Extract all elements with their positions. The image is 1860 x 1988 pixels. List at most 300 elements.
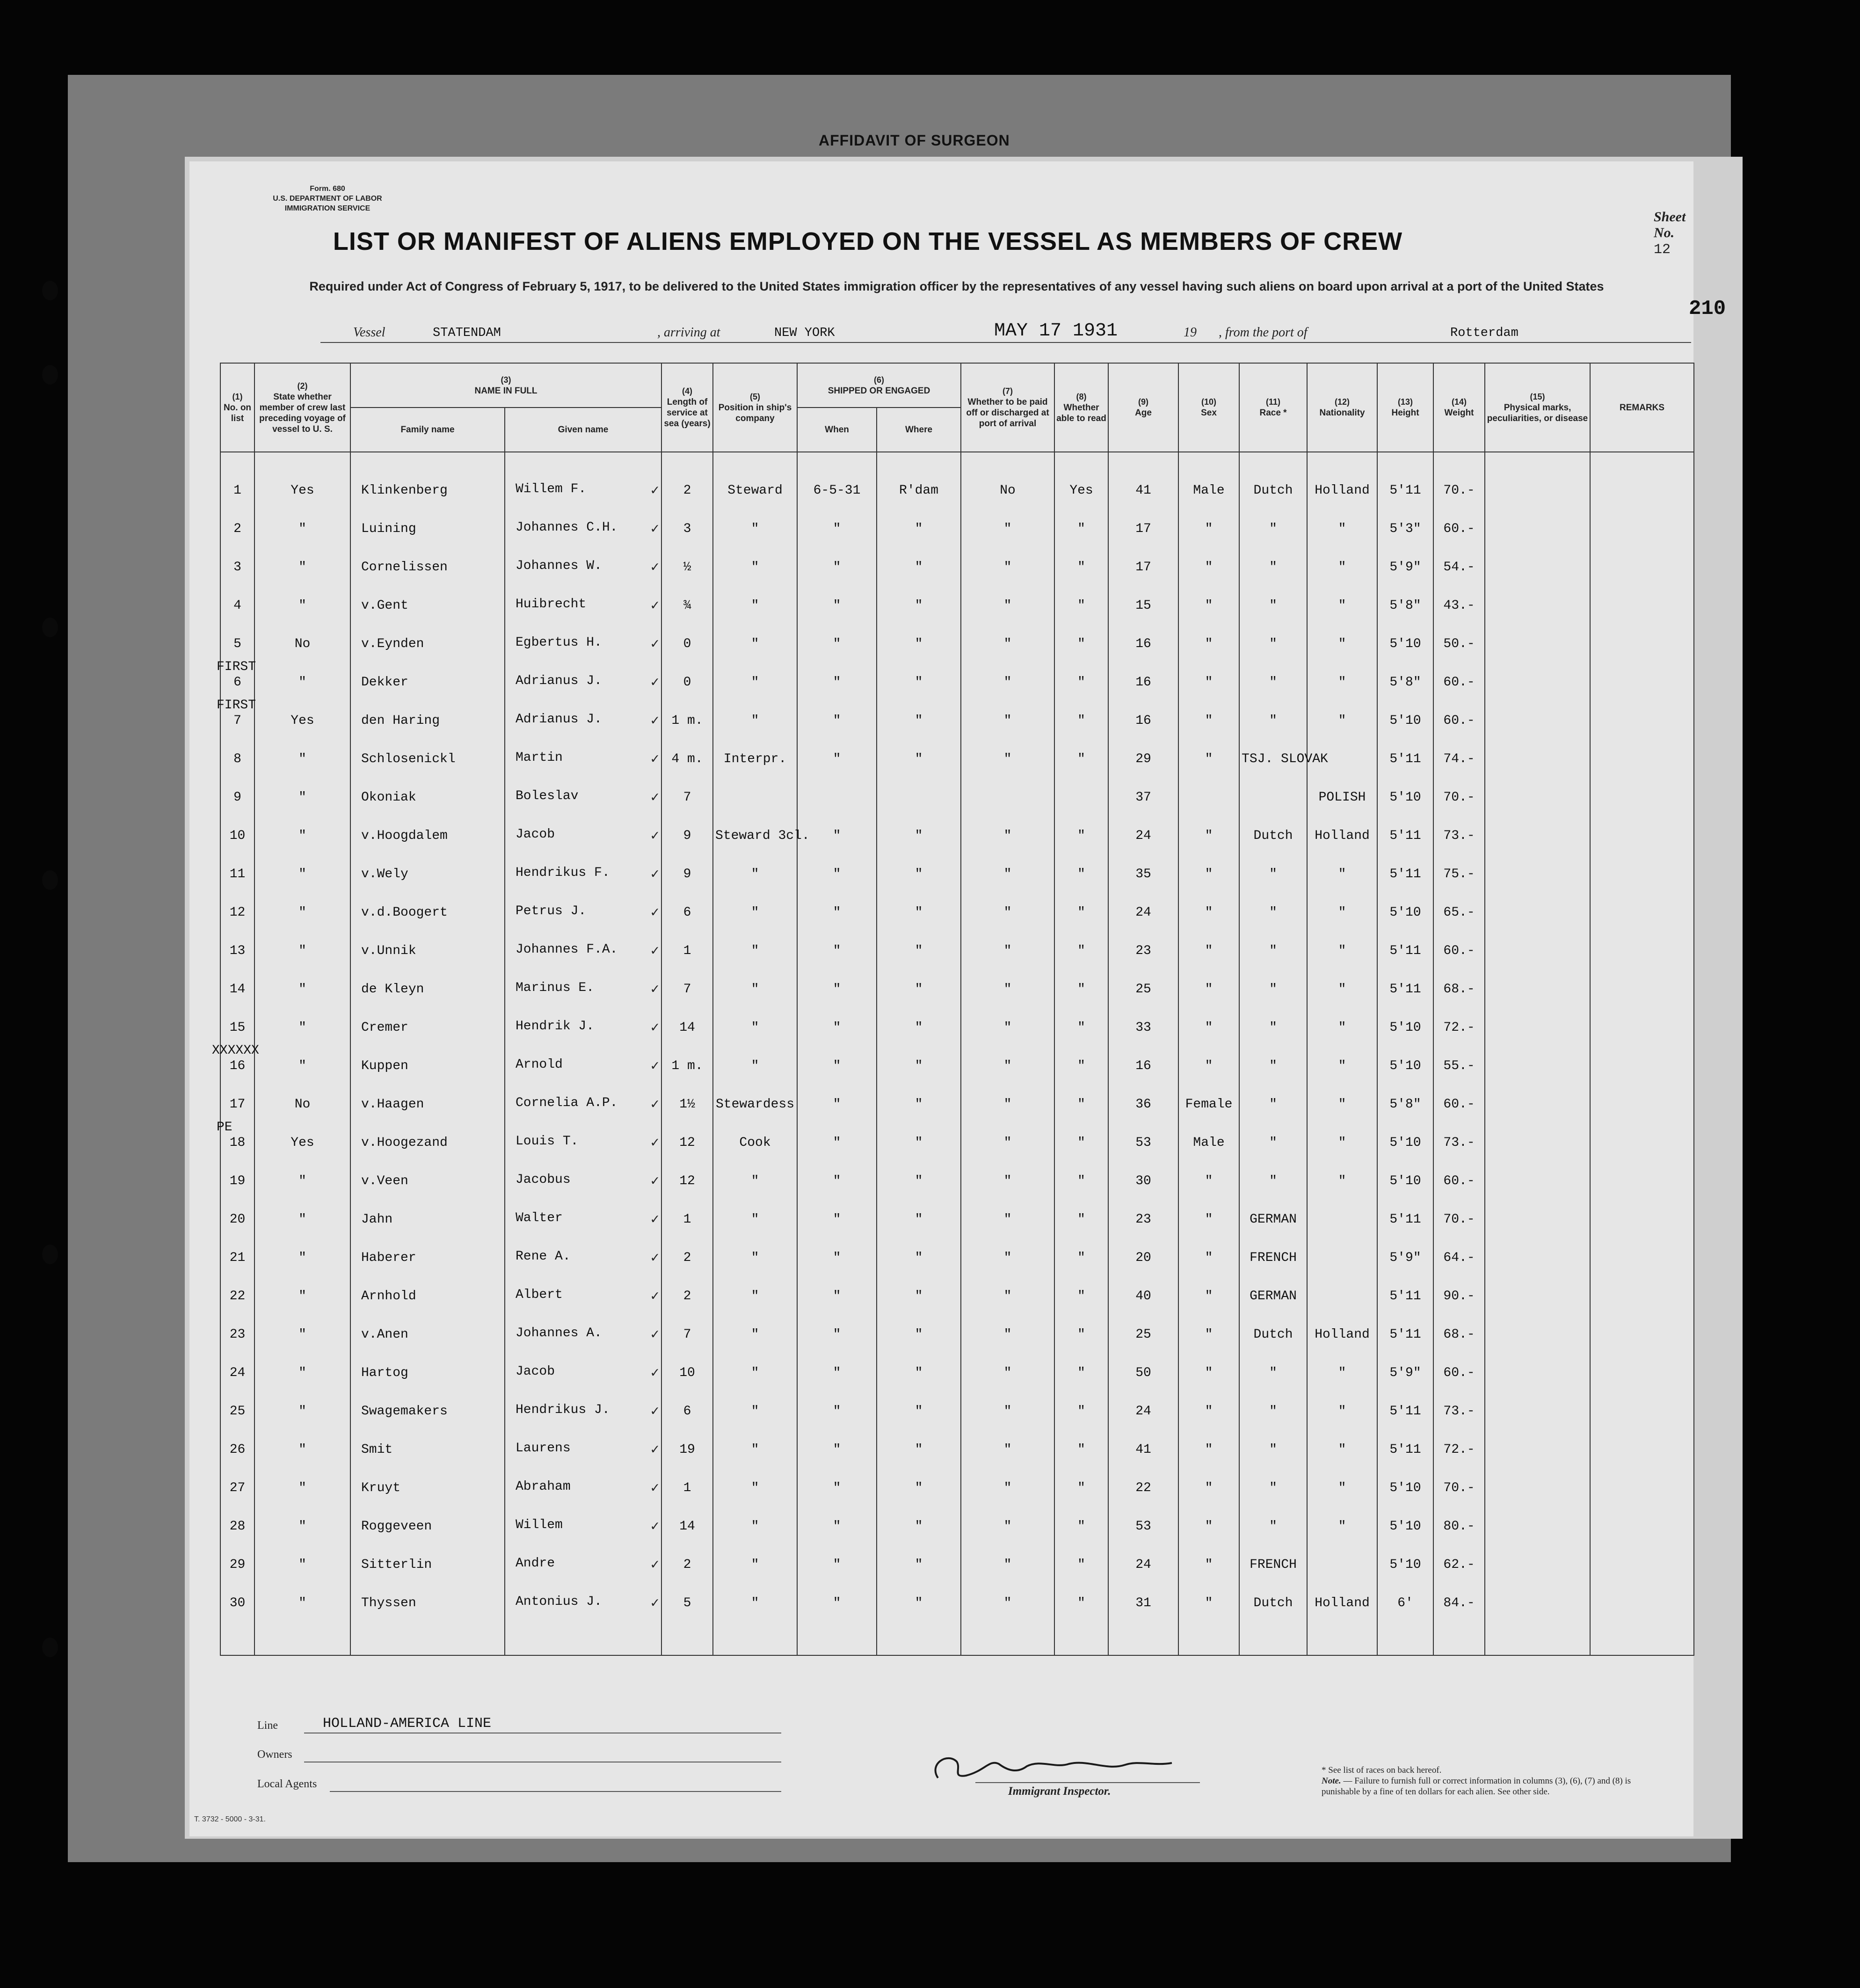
cell-service-length: ½ bbox=[661, 548, 713, 586]
cell-sex: " bbox=[1178, 740, 1239, 778]
cell-height: 5'10 bbox=[1377, 893, 1433, 932]
table-row bbox=[220, 586, 1694, 625]
cell-previous-voyage: " bbox=[254, 1469, 350, 1507]
cell-given-name bbox=[505, 663, 661, 701]
cell-shipped-where: " bbox=[877, 510, 961, 548]
cell-shipped-when: " bbox=[797, 1392, 877, 1430]
cell-physical-marks bbox=[1485, 701, 1590, 740]
owners-label: Owners bbox=[257, 1748, 292, 1761]
cell-given-name bbox=[505, 701, 661, 740]
cell-race: " bbox=[1239, 1430, 1307, 1469]
cell-weight: 60.- bbox=[1433, 1354, 1485, 1392]
cell-given-name bbox=[505, 1162, 661, 1200]
cell-given-name bbox=[505, 1469, 661, 1507]
cell-able-to-read: " bbox=[1054, 740, 1108, 778]
check-mark-icon: ✓ bbox=[650, 1595, 660, 1612]
cell-physical-marks bbox=[1485, 970, 1590, 1008]
cell-row-number: 23 bbox=[220, 1315, 254, 1354]
cell-physical-marks bbox=[1485, 1200, 1590, 1238]
cell-sex: " bbox=[1178, 625, 1239, 663]
cell-shipped-where: " bbox=[877, 1162, 961, 1200]
cell-sex: " bbox=[1178, 1545, 1239, 1584]
cell-physical-marks bbox=[1485, 1008, 1590, 1047]
cell-position: " bbox=[713, 1545, 797, 1584]
cell-given-name bbox=[505, 625, 661, 663]
cell-able-to-read: " bbox=[1054, 586, 1108, 625]
cell-shipped-when: 6-5-31 bbox=[797, 471, 877, 510]
cell-remarks bbox=[1590, 1047, 1694, 1085]
cell-shipped-when: " bbox=[797, 1123, 877, 1162]
cell-previous-voyage: " bbox=[254, 586, 350, 625]
cell-sex: Male bbox=[1178, 1123, 1239, 1162]
cell-remarks bbox=[1590, 701, 1694, 740]
agents-underline bbox=[330, 1791, 781, 1792]
cell-row-number: 5 bbox=[220, 625, 254, 663]
cell-previous-voyage: " bbox=[254, 932, 350, 970]
inspector-label: Immigrant Inspector. bbox=[1008, 1785, 1111, 1798]
table-row bbox=[220, 510, 1694, 548]
cell-previous-voyage: " bbox=[254, 1507, 350, 1545]
cell-physical-marks bbox=[1485, 816, 1590, 855]
given-name-text: Adrianus J. bbox=[516, 673, 602, 688]
cell-position: Steward 3cl. bbox=[713, 816, 797, 855]
cell-physical-marks bbox=[1485, 1584, 1590, 1622]
cell-age: 29 bbox=[1108, 740, 1178, 778]
col-header-family-name: Family name bbox=[350, 408, 505, 452]
cell-nationality: Holland bbox=[1307, 816, 1377, 855]
cell-weight: 50.- bbox=[1433, 625, 1485, 663]
cell-remarks bbox=[1590, 1200, 1694, 1238]
cell-sex: " bbox=[1178, 510, 1239, 548]
cell-able-to-read: " bbox=[1054, 1277, 1108, 1315]
col-header-number: (1) No. on list bbox=[220, 363, 254, 452]
cell-height: 5'9" bbox=[1377, 1238, 1433, 1277]
cell-service-length: 14 bbox=[661, 1008, 713, 1047]
cell-able-to-read: " bbox=[1054, 893, 1108, 932]
table-row bbox=[220, 1392, 1694, 1430]
cell-shipped-where: " bbox=[877, 893, 961, 932]
table-row bbox=[220, 1430, 1694, 1469]
cell-paid-off: " bbox=[961, 625, 1054, 663]
cell-position: " bbox=[713, 625, 797, 663]
punch-hole bbox=[42, 1245, 58, 1264]
cell-position: " bbox=[713, 510, 797, 548]
col-header-where: Where bbox=[877, 408, 961, 452]
cell-physical-marks bbox=[1485, 1430, 1590, 1469]
check-mark-icon: ✓ bbox=[650, 828, 660, 845]
cell-able-to-read: " bbox=[1054, 701, 1108, 740]
cell-previous-voyage: " bbox=[254, 816, 350, 855]
races-note: * See list of races on back hereof. bbox=[1322, 1765, 1442, 1775]
cell-nationality: " bbox=[1307, 1507, 1377, 1545]
given-name-text: Johannes F.A. bbox=[516, 942, 618, 957]
check-mark-icon: ✓ bbox=[650, 1212, 660, 1228]
cell-shipped-where bbox=[877, 778, 961, 816]
cell-age: 23 bbox=[1108, 932, 1178, 970]
cell-age: 50 bbox=[1108, 1354, 1178, 1392]
cell-sex: " bbox=[1178, 663, 1239, 701]
cell-race: " bbox=[1239, 586, 1307, 625]
cell-sex: " bbox=[1178, 701, 1239, 740]
cell-row-number: 9 bbox=[220, 778, 254, 816]
cell-service-length: 7 bbox=[661, 778, 713, 816]
cell-nationality: " bbox=[1307, 1008, 1377, 1047]
cell-shipped-when: " bbox=[797, 663, 877, 701]
cell-sex: " bbox=[1178, 1469, 1239, 1507]
cell-age: 24 bbox=[1108, 816, 1178, 855]
cell-race: GERMAN bbox=[1239, 1200, 1307, 1238]
cell-remarks bbox=[1590, 1123, 1694, 1162]
cell-height: 5'10 bbox=[1377, 1123, 1433, 1162]
check-mark-icon: ✓ bbox=[650, 1442, 660, 1458]
cell-family-name: v.Anen bbox=[350, 1315, 505, 1354]
cell-previous-voyage: " bbox=[254, 970, 350, 1008]
cell-row-number: 29 bbox=[220, 1545, 254, 1584]
cell-family-name: v.Wely bbox=[350, 855, 505, 893]
cell-physical-marks bbox=[1485, 1162, 1590, 1200]
cell-sex: " bbox=[1178, 1430, 1239, 1469]
cell-service-length: ¾ bbox=[661, 586, 713, 625]
cell-position: " bbox=[713, 1507, 797, 1545]
cell-shipped-where: " bbox=[877, 816, 961, 855]
cell-age: 22 bbox=[1108, 1469, 1178, 1507]
cell-nationality: " bbox=[1307, 548, 1377, 586]
cell-paid-off: " bbox=[961, 1584, 1054, 1622]
cell-race: " bbox=[1239, 625, 1307, 663]
cell-age: 16 bbox=[1108, 701, 1178, 740]
cell-race: " bbox=[1239, 1392, 1307, 1430]
check-mark-icon: ✓ bbox=[650, 1250, 660, 1267]
cell-able-to-read: " bbox=[1054, 1200, 1108, 1238]
cell-physical-marks bbox=[1485, 625, 1590, 663]
cell-previous-voyage: " bbox=[254, 1047, 350, 1085]
cell-given-name bbox=[505, 1354, 661, 1392]
cell-height: 5'11 bbox=[1377, 1430, 1433, 1469]
cell-age: 25 bbox=[1108, 970, 1178, 1008]
cell-age: 30 bbox=[1108, 1162, 1178, 1200]
cell-race: " bbox=[1239, 1123, 1307, 1162]
cell-given-name bbox=[505, 970, 661, 1008]
cell-shipped-where: " bbox=[877, 701, 961, 740]
cell-remarks bbox=[1590, 932, 1694, 970]
table-row bbox=[220, 1047, 1694, 1085]
given-name-text: Albert bbox=[516, 1287, 563, 1302]
cell-sex: " bbox=[1178, 1238, 1239, 1277]
cell-age: 16 bbox=[1108, 663, 1178, 701]
given-name-text: Laurens bbox=[516, 1441, 571, 1456]
cell-paid-off bbox=[961, 778, 1054, 816]
cell-age: 17 bbox=[1108, 510, 1178, 548]
cell-height: 5'9" bbox=[1377, 548, 1433, 586]
cell-family-name: Roggeveen bbox=[350, 1507, 505, 1545]
table-row bbox=[220, 1545, 1694, 1584]
cell-race: " bbox=[1239, 1047, 1307, 1085]
cell-position: " bbox=[713, 1430, 797, 1469]
cell-able-to-read: " bbox=[1054, 510, 1108, 548]
cell-nationality: " bbox=[1307, 855, 1377, 893]
table-spacer-row bbox=[220, 452, 1694, 471]
cell-shipped-when: " bbox=[797, 586, 877, 625]
cell-able-to-read: Yes bbox=[1054, 471, 1108, 510]
col-header-shipped: (6) SHIPPED OR ENGAGED bbox=[797, 363, 961, 408]
cell-remarks bbox=[1590, 663, 1694, 701]
cell-family-name: v.Haagen bbox=[350, 1085, 505, 1123]
cell-nationality: " bbox=[1307, 1047, 1377, 1085]
cell-race: " bbox=[1239, 855, 1307, 893]
cell-previous-voyage: " bbox=[254, 1008, 350, 1047]
cell-nationality: " bbox=[1307, 1123, 1377, 1162]
cell-remarks bbox=[1590, 1162, 1694, 1200]
col-header-remarks: REMARKS bbox=[1590, 363, 1694, 452]
cell-shipped-when: " bbox=[797, 1238, 877, 1277]
cell-previous-voyage: " bbox=[254, 778, 350, 816]
cell-nationality bbox=[1307, 1545, 1377, 1584]
cell-age: 16 bbox=[1108, 625, 1178, 663]
cell-position: " bbox=[713, 1162, 797, 1200]
cell-shipped-where: " bbox=[877, 1469, 961, 1507]
col-header-physical-marks: (15) Physical marks, peculiarities, or disease bbox=[1485, 363, 1590, 452]
cell-service-length: 0 bbox=[661, 625, 713, 663]
cell-able-to-read: " bbox=[1054, 1507, 1108, 1545]
table-row bbox=[220, 1123, 1694, 1162]
given-name-text: Johannes W. bbox=[516, 558, 602, 573]
cell-sex: Male bbox=[1178, 471, 1239, 510]
cell-nationality: " bbox=[1307, 1430, 1377, 1469]
cell-shipped-where: " bbox=[877, 1085, 961, 1123]
cell-weight: 60.- bbox=[1433, 663, 1485, 701]
cell-previous-voyage: " bbox=[254, 1162, 350, 1200]
cell-age: 33 bbox=[1108, 1008, 1178, 1047]
cell-given-name bbox=[505, 1085, 661, 1123]
cell-able-to-read: " bbox=[1054, 1545, 1108, 1584]
cell-age: 35 bbox=[1108, 855, 1178, 893]
cell-paid-off: " bbox=[961, 1008, 1054, 1047]
cell-age: 31 bbox=[1108, 1584, 1178, 1622]
cell-remarks bbox=[1590, 970, 1694, 1008]
cell-family-name: Jahn bbox=[350, 1200, 505, 1238]
cell-age: 53 bbox=[1108, 1507, 1178, 1545]
cell-age: 16 bbox=[1108, 1047, 1178, 1085]
line-value: HOLLAND-AMERICA LINE bbox=[323, 1716, 492, 1732]
cell-paid-off: " bbox=[961, 701, 1054, 740]
cell-row-number: 25 bbox=[220, 1392, 254, 1430]
cell-weight: 73.- bbox=[1433, 1123, 1485, 1162]
cell-sex: " bbox=[1178, 1507, 1239, 1545]
cell-service-length: 9 bbox=[661, 855, 713, 893]
cell-position: " bbox=[713, 1392, 797, 1430]
cell-shipped-when: " bbox=[797, 740, 877, 778]
cell-race: " bbox=[1239, 893, 1307, 932]
check-mark-icon: ✓ bbox=[650, 1173, 660, 1190]
cell-weight: 68.- bbox=[1433, 970, 1485, 1008]
cell-physical-marks bbox=[1485, 1315, 1590, 1354]
cell-race: " bbox=[1239, 1507, 1307, 1545]
cell-sex: " bbox=[1178, 1354, 1239, 1392]
cell-weight: 54.- bbox=[1433, 548, 1485, 586]
cell-shipped-where: R'dam bbox=[877, 471, 961, 510]
cell-shipped-where: " bbox=[877, 1545, 961, 1584]
cell-row-number: 19 bbox=[220, 1162, 254, 1200]
vessel-name: STATENDAM bbox=[433, 326, 501, 340]
cell-shipped-where: " bbox=[877, 1238, 961, 1277]
cell-remarks bbox=[1590, 778, 1694, 816]
cell-shipped-when: " bbox=[797, 510, 877, 548]
cell-row-number: 8 bbox=[220, 740, 254, 778]
check-mark-icon: ✓ bbox=[650, 521, 660, 538]
cell-nationality: " bbox=[1307, 510, 1377, 548]
cell-family-name: Okoniak bbox=[350, 778, 505, 816]
cell-service-length: 2 bbox=[661, 471, 713, 510]
cell-sex: " bbox=[1178, 932, 1239, 970]
cell-shipped-where: " bbox=[877, 1277, 961, 1315]
cell-height: 5'10 bbox=[1377, 1008, 1433, 1047]
cell-given-name bbox=[505, 1047, 661, 1085]
cell-height: 5'10 bbox=[1377, 1507, 1433, 1545]
cell-row-number: 10 bbox=[220, 816, 254, 855]
cell-family-name: Kuppen bbox=[350, 1047, 505, 1085]
given-name-text: Hendrikus J. bbox=[516, 1402, 610, 1417]
cell-remarks bbox=[1590, 586, 1694, 625]
cell-sex: " bbox=[1178, 1277, 1239, 1315]
table-row bbox=[220, 1584, 1694, 1622]
cell-shipped-where: " bbox=[877, 548, 961, 586]
cell-physical-marks bbox=[1485, 778, 1590, 816]
cell-nationality: " bbox=[1307, 586, 1377, 625]
cell-service-length: 1 bbox=[661, 1200, 713, 1238]
table-row bbox=[220, 932, 1694, 970]
cell-physical-marks bbox=[1485, 586, 1590, 625]
col-header-when: When bbox=[797, 408, 877, 452]
cell-service-length: 4 m. bbox=[661, 740, 713, 778]
cell-able-to-read: " bbox=[1054, 1354, 1108, 1392]
cell-age: 53 bbox=[1108, 1123, 1178, 1162]
cell-physical-marks bbox=[1485, 893, 1590, 932]
check-mark-icon: ✓ bbox=[650, 483, 660, 499]
cell-race: " bbox=[1239, 1162, 1307, 1200]
cell-race: " bbox=[1239, 932, 1307, 970]
col-header-weight: (14) Weight bbox=[1433, 363, 1485, 452]
check-mark-icon: ✓ bbox=[650, 560, 660, 576]
cell-shipped-where: " bbox=[877, 625, 961, 663]
cell-remarks bbox=[1590, 740, 1694, 778]
cell-row-number: 30 bbox=[220, 1584, 254, 1622]
cell-family-name: Klinkenberg bbox=[350, 471, 505, 510]
cell-row-number: 17 bbox=[220, 1085, 254, 1123]
cell-family-name: Cornelissen bbox=[350, 548, 505, 586]
cell-position: " bbox=[713, 548, 797, 586]
cell-previous-voyage: Yes bbox=[254, 471, 350, 510]
cell-physical-marks bbox=[1485, 1354, 1590, 1392]
cell-paid-off: " bbox=[961, 586, 1054, 625]
cell-remarks bbox=[1590, 1008, 1694, 1047]
given-name-text: Arnold bbox=[516, 1057, 563, 1072]
cell-sex: Female bbox=[1178, 1085, 1239, 1123]
cell-shipped-where: " bbox=[877, 970, 961, 1008]
page-title: LIST OR MANIFEST OF ALIENS EMPLOYED ON THE VESSEL AS MEMBERS OF CREW bbox=[333, 227, 1403, 255]
cell-able-to-read: " bbox=[1054, 1162, 1108, 1200]
cell-row-number: 18 bbox=[220, 1123, 254, 1162]
cell-age: 24 bbox=[1108, 1392, 1178, 1430]
cell-family-name: v.Hoogezand bbox=[350, 1123, 505, 1162]
local-agents-label: Local Agents bbox=[257, 1778, 317, 1790]
cell-service-length: 1 m. bbox=[661, 1047, 713, 1085]
form-code: T. 3732 - 5000 - 3-31. bbox=[194, 1815, 266, 1823]
cell-height: 5'8" bbox=[1377, 586, 1433, 625]
cell-position: " bbox=[713, 586, 797, 625]
check-mark-icon: ✓ bbox=[650, 1020, 660, 1036]
table-row bbox=[220, 1238, 1694, 1277]
cell-height: 5'10 bbox=[1377, 778, 1433, 816]
cell-weight: 55.- bbox=[1433, 1047, 1485, 1085]
cell-race: Dutch bbox=[1239, 1584, 1307, 1622]
cell-height: 5'11 bbox=[1377, 1315, 1433, 1354]
given-name-text: Antonius J. bbox=[516, 1594, 602, 1609]
cell-weight: 62.- bbox=[1433, 1545, 1485, 1584]
cell-age: 41 bbox=[1108, 1430, 1178, 1469]
cell-height: 5'11 bbox=[1377, 970, 1433, 1008]
given-name-text: Rene A. bbox=[516, 1249, 571, 1264]
cell-paid-off: " bbox=[961, 1123, 1054, 1162]
cell-shipped-when: " bbox=[797, 1469, 877, 1507]
cell-shipped-when: " bbox=[797, 1354, 877, 1392]
cell-given-name bbox=[505, 1200, 661, 1238]
cell-race: " bbox=[1239, 970, 1307, 1008]
table-row bbox=[220, 663, 1694, 701]
check-mark-icon: ✓ bbox=[650, 790, 660, 806]
cell-remarks bbox=[1590, 510, 1694, 548]
cell-age: 36 bbox=[1108, 1085, 1178, 1123]
cell-race: " bbox=[1239, 1354, 1307, 1392]
table-row bbox=[220, 1354, 1694, 1392]
cell-shipped-when: " bbox=[797, 932, 877, 970]
cell-shipped-where: " bbox=[877, 586, 961, 625]
arriving-port: NEW YORK bbox=[774, 326, 835, 340]
cell-given-name bbox=[505, 778, 661, 816]
table-row bbox=[220, 1507, 1694, 1545]
cell-service-length: 12 bbox=[661, 1123, 713, 1162]
cell-shipped-when: " bbox=[797, 1200, 877, 1238]
cell-remarks bbox=[1590, 1238, 1694, 1277]
col-header-sex: (10) Sex bbox=[1178, 363, 1239, 452]
cell-shipped-when: " bbox=[797, 1507, 877, 1545]
cell-height: 5'10 bbox=[1377, 1545, 1433, 1584]
given-name-text: Willem bbox=[516, 1517, 563, 1532]
cell-able-to-read: " bbox=[1054, 932, 1108, 970]
given-name-text: Martin bbox=[516, 750, 563, 765]
cell-family-name: v.Hoogdalem bbox=[350, 816, 505, 855]
cell-service-length: 2 bbox=[661, 1277, 713, 1315]
given-name-text: Louis T. bbox=[516, 1134, 579, 1149]
table-row bbox=[220, 471, 1694, 510]
col-header-given-name: Given name bbox=[505, 408, 661, 452]
cell-height: 5'10 bbox=[1377, 625, 1433, 663]
cell-remarks bbox=[1590, 471, 1694, 510]
cell-position: " bbox=[713, 1047, 797, 1085]
cell-remarks bbox=[1590, 1277, 1694, 1315]
cell-family-name: Hartog bbox=[350, 1354, 505, 1392]
given-name-text: Hendrik J. bbox=[516, 1019, 595, 1034]
cell-row-number: 6 bbox=[220, 663, 254, 701]
cell-sex: " bbox=[1178, 893, 1239, 932]
cell-height: 5'10 bbox=[1377, 701, 1433, 740]
cell-sex: " bbox=[1178, 1392, 1239, 1430]
cell-height: 5'10 bbox=[1377, 1162, 1433, 1200]
cell-row-number: 14 bbox=[220, 970, 254, 1008]
cell-position: " bbox=[713, 1238, 797, 1277]
cell-position: " bbox=[713, 701, 797, 740]
cell-weight: 68.- bbox=[1433, 1315, 1485, 1354]
cell-nationality: " bbox=[1307, 1469, 1377, 1507]
